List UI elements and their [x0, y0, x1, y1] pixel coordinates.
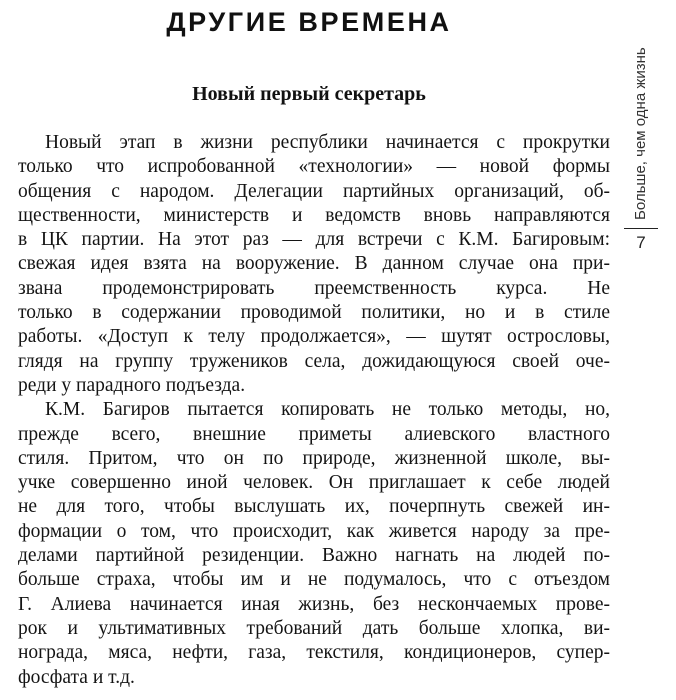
- text-line: К.М. Багиров пытается копировать не только методы, но,: [45, 399, 610, 421]
- text-line: не для того, чтобы выслушать их, почерпнуть свежей ин-: [18, 496, 610, 518]
- text-line: только что испробованной «технологии» — новой формы: [18, 156, 610, 178]
- text-line: общения с народом. Делегации партийных организаций, об-: [18, 180, 610, 202]
- text-line: рок и ультимативных требований дать больше хлопка, ви-: [18, 617, 610, 639]
- text-line: работы. «Доступ к телу продолжается», — шутят острословы,: [18, 326, 610, 348]
- text-line: фосфата и т.д.: [18, 666, 135, 688]
- running-title: Больше, чем одна жизнь: [632, 47, 649, 220]
- text-line: нограда, мяса, нефти, газа, текстиля, кондиционеров, супер-: [18, 642, 610, 664]
- text-line: формации о том, что происходит, как живется народу за пре-: [18, 520, 610, 542]
- article-body: [18, 131, 610, 690]
- text-line: в ЦК партии. На этот раз — для встречи с К.М. Багировым:: [18, 229, 610, 251]
- folio-divider: [624, 228, 658, 229]
- section-title: Новый первый секретарь: [192, 83, 426, 105]
- text-line: больше страха, чтобы им и не подумалось, что с отъездом: [18, 569, 610, 591]
- chapter-title: ДРУГИЕ ВРЕМЕНА: [166, 7, 452, 37]
- text-line: Г. Алиева начинается иная жизнь, без нескончаемых прове-: [18, 593, 610, 615]
- paragraph-1: [18, 131, 610, 398]
- text-line: щественности, министерств и ведомств вновь направляются: [18, 204, 610, 226]
- text-line: свежая идея взята на вооружение. В данном случае она при-: [18, 253, 610, 275]
- text-line: Новый этап в жизни республики начинается с прокрутки: [45, 132, 610, 153]
- text-line: только в содержании проводимой политики, но и в стиле: [18, 302, 610, 324]
- text-line: глядя на группу тружеников села, дожидающуюся своей оче-: [18, 350, 610, 372]
- text-line: делами партийной резиденции. Важно нагнать на людей по-: [18, 545, 610, 567]
- text-line: стиля. Притом, что он по природе, жизненной школе, вы-: [18, 447, 610, 469]
- text-line: прежде всего, внешние приметы алиевского властного: [18, 423, 610, 445]
- text-line: учке совершенно иной человек. Он приглашает к себе людей: [18, 472, 610, 494]
- page-number: 7: [636, 233, 646, 252]
- text-line: звана продемонстрировать преемственность курса. Не: [18, 277, 610, 299]
- text-line: реди у парадного подъезда.: [18, 374, 246, 396]
- paragraph-2: [18, 398, 610, 690]
- margin-strip: [622, 20, 662, 280]
